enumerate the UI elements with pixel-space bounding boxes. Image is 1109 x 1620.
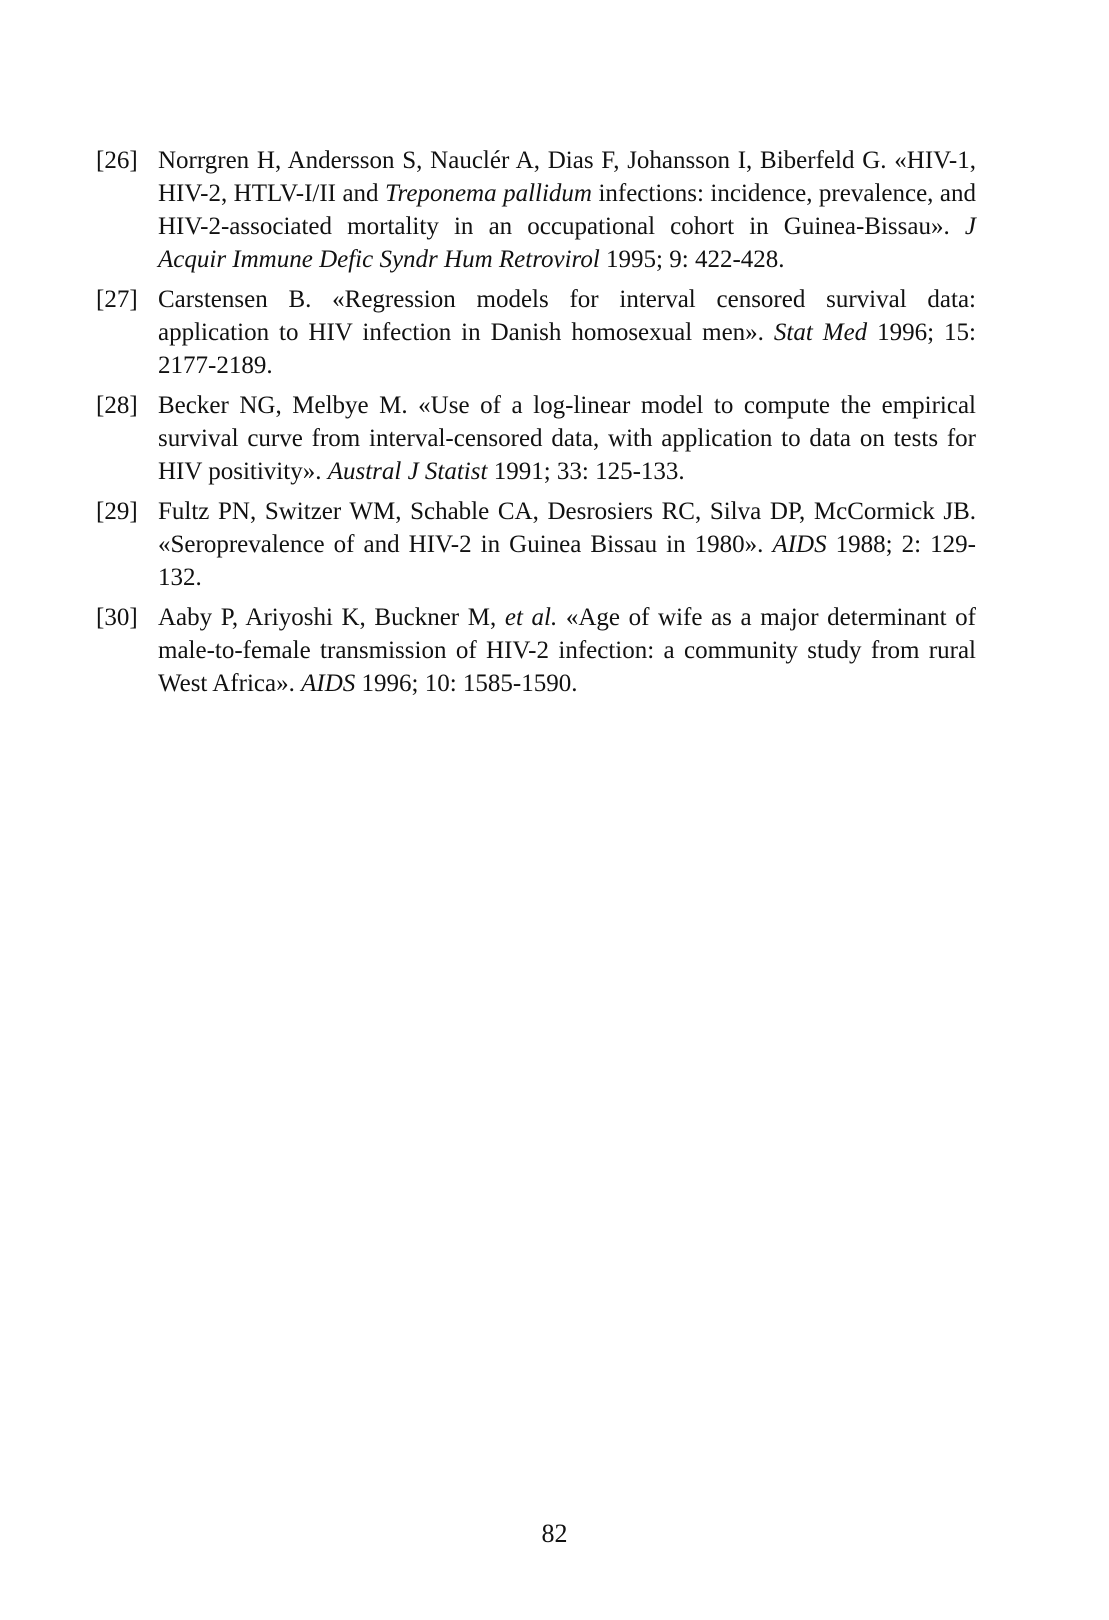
reference-authors-title: Norrgren H, Andersson S, Nauclér A, Dias F, Johansson I, Biberfeld G. «HIV-1, HIV-2, HTLV-I/II and <box>158 147 976 207</box>
reference-journal: Stat Med <box>773 319 868 346</box>
reference-authors-title: Becker NG, Melbye M. «Use of a log-linear model to compute the empirical survival curve from interval-censored data, with application to data on tests for HIV positivity». <box>158 392 976 485</box>
reference-text <box>158 601 976 700</box>
reference-authors-title: Fultz PN, Switzer WM, Schable CA, Desrosiers RC, Silva DP, McCormick JB. «Seroprevalence of and HIV-2 in Guinea Bissau in 1980». <box>158 498 976 558</box>
reference-item-28 <box>96 389 976 488</box>
reference-italic-term: et al. <box>504 604 558 631</box>
reference-list <box>96 144 976 707</box>
reference-item-27 <box>96 283 976 382</box>
reference-authors: Aaby P, Ariyoshi K, Buckner M, <box>158 604 505 631</box>
reference-citation: 1991; 33: 125-133. <box>487 458 685 485</box>
reference-title-continued: infections: incidence, prevalence, and HIV-2-associated mortality in an occupational cohort in Guinea-Bissau». <box>158 180 976 240</box>
reference-journal: J Acquir Immune Defic Syndr Hum Retrovirol <box>158 213 976 273</box>
reference-item-29 <box>96 495 976 594</box>
reference-journal: AIDS <box>301 670 356 697</box>
reference-journal: Austral J Statist <box>327 458 488 485</box>
reference-journal: AIDS <box>772 531 827 558</box>
reference-italic-term: Treponema pallidum <box>385 180 592 207</box>
reference-citation: 1996; 10: 1585-1590. <box>355 670 578 697</box>
reference-citation: 1995; 9: 422-428. <box>599 246 785 273</box>
reference-number: [28] <box>96 392 138 419</box>
reference-title: «Age of wife as a major determinant of male-to-female transmission of HIV-2 infection: a community study from rural West Africa». <box>158 604 976 697</box>
reference-authors-title: Carstensen B. «Regression models for interval censored survival data: application to HIV infection in Danish homosexual men». <box>158 286 976 346</box>
reference-number: [30] <box>96 604 138 631</box>
reference-text <box>158 283 976 382</box>
reference-citation: 1996; 15: 2177-2189. <box>158 319 976 379</box>
reference-text <box>158 389 976 488</box>
reference-citation: 1988; 2: 129-132. <box>158 531 976 591</box>
reference-text <box>158 144 976 276</box>
reference-text <box>158 495 976 594</box>
reference-number: [26] <box>96 147 138 174</box>
reference-item-26 <box>96 144 976 276</box>
reference-number: [27] <box>96 286 138 313</box>
reference-item-30 <box>96 601 976 700</box>
reference-number: [29] <box>96 498 138 525</box>
page-number: 82 <box>541 1519 568 1548</box>
